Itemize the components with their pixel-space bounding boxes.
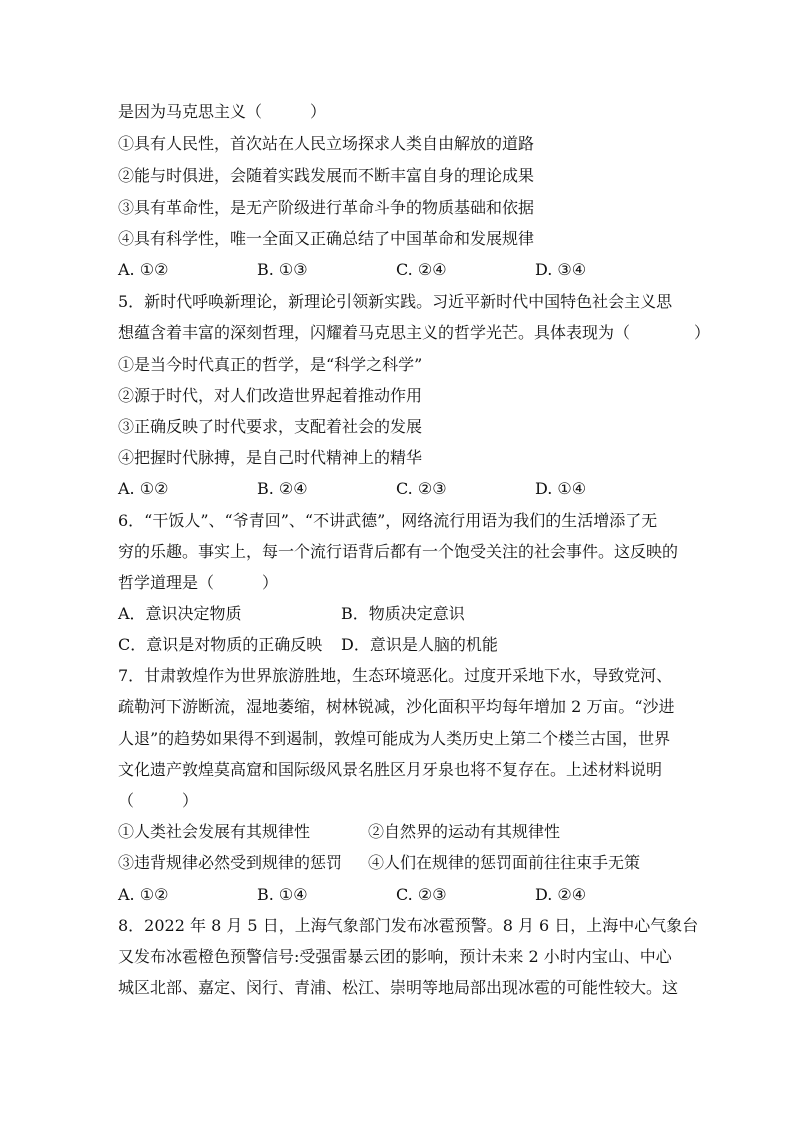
q4-statement-1: ①具有人民性，首次站在人民立场探求人类自由解放的道路 — [118, 134, 535, 153]
q4-option-b: B. ①③ — [257, 260, 308, 279]
q6-option-d: D．意识是人脑的机能 — [341, 635, 498, 654]
q7-statement-2: ②自然界的运动有其规律性 — [368, 822, 561, 841]
q4-option-a: A. ①② — [118, 260, 169, 279]
q5-statement-3: ③正确反映了时代要求，支配着社会的发展 — [118, 417, 423, 436]
q4-statement-2: ②能与时俱进，会随着实践发展而不断丰富自身的理论成果 — [118, 166, 535, 185]
q7-stem-line-4: 文化遗产敦煌莫高窟和国际级风景名胜区月牙泉也将不复存在。上述材料说明 — [118, 760, 663, 779]
q7-stem-line-3: 人退”的趋势如果得不到遏制，敦煌可能成为人类历史上第二个楼兰古国，世界 — [118, 729, 671, 748]
q6-option-c: C．意识是对物质的正确反映 — [118, 635, 323, 654]
q7-option-c: C. ②③ — [396, 885, 447, 904]
q7-stem-line-5: （ ） — [118, 791, 199, 810]
q7-stem-line-1: 7．甘肃敦煌作为世界旅游胜地，生态环境恶化。过度开采地下水，导致党河、 — [118, 666, 673, 685]
q5-option-a: A. ①② — [118, 479, 169, 498]
q5-option-d: D. ①④ — [535, 479, 587, 498]
q5-statement-1: ①是当今时代真正的哲学，是“科学之科学” — [118, 355, 423, 374]
q7-option-d: D. ②④ — [535, 885, 587, 904]
q6-option-b: B．物质决定意识 — [341, 604, 465, 623]
q4-stem-end: 是因为马克思主义（ ） — [118, 102, 327, 121]
q5-option-b: B. ②④ — [257, 479, 308, 498]
q8-stem-line-1: 8．2022 年 8 月 5 日，上海气象部门发布冰雹预警。8 月 6 日，上海中心气象台 — [118, 916, 699, 935]
q6-stem-line-2: 穷的乐趣。事实上，每一个流行语背后都有一个饱受关注的社会事件。这反映的 — [118, 542, 679, 561]
q7-statement-1: ①人类社会发展有其规律性 — [118, 822, 311, 841]
q8-stem-line-2: 又发布冰雹橙色预警信号:受强雷暴云团的影响，预计未来 2 小时内宝山、中心 — [118, 947, 672, 966]
q5-stem-line-2: 想蕴含着丰富的深刻哲理，闪耀着马克思主义的哲学光芒。具体表现为（ ） — [118, 323, 711, 342]
q5-stem-line-1: 5．新时代呼唤新理论，新理论引领新实践。习近平新时代中国特色社会主义思 — [118, 292, 673, 311]
q5-statement-2: ②源于时代，对人们改造世界起着推动作用 — [118, 386, 423, 405]
q7-statement-3: ③违背规律必然受到规律的惩罚 — [118, 853, 343, 872]
q7-option-a: A. ①② — [118, 885, 169, 904]
q6-stem-line-3: 哲学道理是（ ） — [118, 573, 279, 592]
q4-statement-4: ④具有科学性，唯一全面又正确总结了中国革命和发展规律 — [118, 229, 535, 248]
q5-option-c: C. ②③ — [396, 479, 447, 498]
q6-option-a: A．意识决定物质 — [118, 604, 242, 623]
q5-statement-4: ④把握时代脉搏，是自己时代精神上的精华 — [118, 448, 423, 467]
q7-stem-line-2: 疏勒河下游断流，湿地萎缩，树林锐减，沙化面积平均每年增加 2 万亩。“沙进 — [118, 697, 675, 716]
q4-statement-3: ③具有革命性，是无产阶级进行革命斗争的物质基础和依据 — [118, 198, 535, 217]
q4-option-d: D. ③④ — [535, 260, 587, 279]
q7-statement-4: ④人们在规律的惩罚面前往往束手无策 — [368, 853, 641, 872]
q8-stem-line-3: 城区北部、嘉定、闵行、青浦、松江、崇明等地局部出现冰雹的可能性较大。这 — [118, 978, 679, 997]
q4-option-c: C. ②④ — [396, 260, 447, 279]
q6-stem-line-1: 6．“干饭人”、“爷青回”、“不讲武德”，网络流行用语为我们的生活增添了无 — [118, 511, 658, 530]
q7-option-b: B. ①④ — [257, 885, 308, 904]
